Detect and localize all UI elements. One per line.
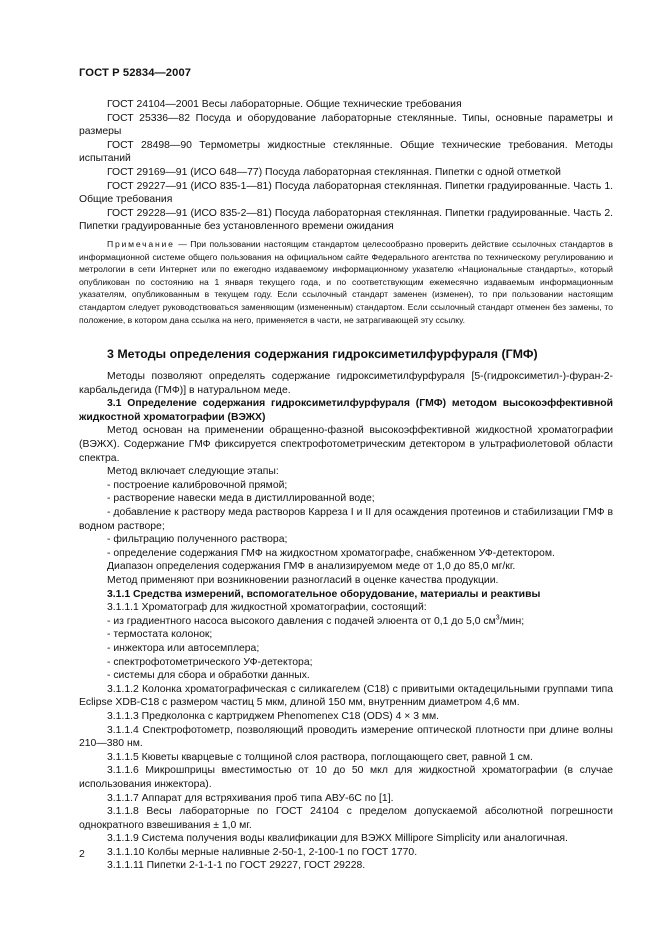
clause: 3.1.1.7 Аппарат для встряхивания проб типа АВУ-6С по [1]. [107,792,394,804]
clause: 3.1.1.3 Предколонка с картриджем Phenomenex C18 (ODS) 4 × 3 мм. [107,710,440,722]
list-item-text: - из градиентного насоса высокого давления с подачей элюента от 0,1 до 5,0 см [107,615,496,627]
note-label: Примечание [107,238,175,249]
clause: 3.1.1.10 Колбы мерные наливные 2-50-1, 2-100-1 по ГОСТ 1770. [107,846,418,858]
reference-item: ГОСТ 29228—91 (ИСО 835-2—81) Посуда лабораторная стеклянная. Пипетки градуированные. Часть 2. Пипетки градуированные без установленного времени ожидания [79,207,613,233]
clause: 3.1.1.1 Хроматограф для жидкостной хроматографии, состоящий: [107,602,427,614]
superscript: 3 [495,614,500,622]
reference-item: ГОСТ 24104—2001 Весы лабораторные. Общие технические требования [107,99,462,110]
document-header: ГОСТ Р 52834—2007 [79,67,192,79]
reference-item: ГОСТ 28498—90 Термометры жидкостные стеклянные. Общие технические требования. Методы испытаний [79,139,613,165]
list-item: - спектрофотометрического УФ-детектора; [107,656,313,668]
list-item: - инжектора или автосемплера; [107,642,260,654]
clause: 3.1.1.5 Кюветы кварцевые с толщиной слоя раствора, поглощающего свет, равной 1 см. [107,751,533,763]
list-item: - фильтрацию полученного раствора; [107,534,288,546]
clause: 3.1.1.9 Система получения воды квалификации для ВЭЖХ Millipore Simplicity или аналогичная. [107,833,568,845]
list-item-text-tail: /мин; [499,615,525,627]
list-item [79,615,613,629]
list-item: - построение калибровочной прямой; [107,479,288,491]
subsection-title: 3.1 Определение содержания гидроксиметилфурфураля (ГМФ) методом высокоэффективной жидкостной хроматографии (ВЭЖХ) [79,398,613,423]
section-intro: Методы позволяют определять содержание гидроксиметилфурфураля [5-(гидроксиметил-)-фуран-2-карбальдегида (ГМФ)] в натуральном меде. [79,371,613,396]
list-item: - добавление к раствору меда растворов Карреза I и II для осаждения протеинов и стабилизации ГМФ в водном растворе; [79,507,613,532]
note-text: — При пользовании настоящим стандартом целесообразно проверить действие ссылочных стандартов в информационной системе общего пользования на официальном сайте Федерального агентства по техническому регулированию и метрологии в сети Интернет или по ежегодно издаваемому информационному указателю «Национальные стандарты», который опубликован по состоянию на 1 января текущего года, и по соответствующим ежемесячно издаваемым информационным указателям, опубликованным в текущем году. Если ссылочный стандарт заменен (изменен), то при пользовании настоящим стандартом следует руководствоваться заменяющим (измененным) стандартом. Если ссылочный стандарт отменен без замены, то положение, в котором дана ссылка на него, применяется в части, не затрагивающей эту ссылку. [79,238,613,325]
paragraph: Диапазон определения содержания ГМФ в анализируемом меде от 1,0 до 85,0 мг/кг. [107,561,516,573]
subsection-title: 3.1.1 Средства измерений, вспомогательное оборудование, материалы и реактивы [107,588,541,600]
list-item: - растворение навески меда в дистиллированной воде; [107,493,375,505]
normative-references [79,98,613,234]
paragraph: Метод включает следующие этапы: [107,466,279,478]
paragraph: Метод применяют при возникновении разногласий в оценке качества продукции. [107,575,499,586]
paragraph: Метод основан на применении обращенно-фазной высокоэффективной жидкостной хроматографии (ВЭЖХ). Содержание ГМФ фиксируется спектрофотометрическим детектором в ультрафиолетовой области спектра. [79,425,613,464]
clause: 3.1.1.8 Весы лабораторные по ГОСТ 24104 с пределом допускаемой абсолютной погрешности однократного взвешивания ± 1,0 мг. [79,806,613,831]
page-number: 2 [79,849,85,860]
stages-list [79,479,613,561]
chromatograph-components-list [79,615,613,683]
list-item: - термостата колонок; [107,629,213,641]
list-item: - системы для сбора и обработки данных. [107,670,310,682]
clause: 3.1.1.2 Колонка хроматографическая с силикагелем (С18) с привитыми октадецильными группами типа Eclipse XDB-C18 с размером частиц 5 мкм, длиной 150 мм, внутренним диаметром 4,6 мм. [79,683,613,709]
clause: 3.1.1.4 Спектрофотометр, позволяющий проводить измерение оптической плотности при длине волны 210—380 нм. [79,724,613,750]
clause: 3.1.1.6 Микрошприцы вместимостью от 10 до 50 мкл для жидкостной хроматографии (в случае использования инжектора). [79,765,613,790]
list-item: - определение содержания ГМФ на жидкостном хроматографе, снабженном УФ-детектором. [107,547,555,559]
reference-item: ГОСТ 29227—91 (ИСО 835-1—81) Посуда лабораторная стеклянная. Пипетки градуированные. Часть 1. Общие требования [79,180,613,206]
reference-item: ГОСТ 25336—82 Посуда и оборудование лабораторные стеклянные. Типы, основные параметры и размеры [79,112,613,138]
clause: 3.1.1.11 Пипетки 2-1-1-1 по ГОСТ 29227, ГОСТ 29228. [107,860,366,872]
note-paragraph [79,238,613,326]
section-title: 3 Методы определения содержания гидроксиметилфурфураля (ГМФ) [107,347,538,362]
reference-item: ГОСТ 29169—91 (ИСО 648—77) Посуда лабораторная стеклянная. Пипетки с одной отметкой [107,166,561,178]
